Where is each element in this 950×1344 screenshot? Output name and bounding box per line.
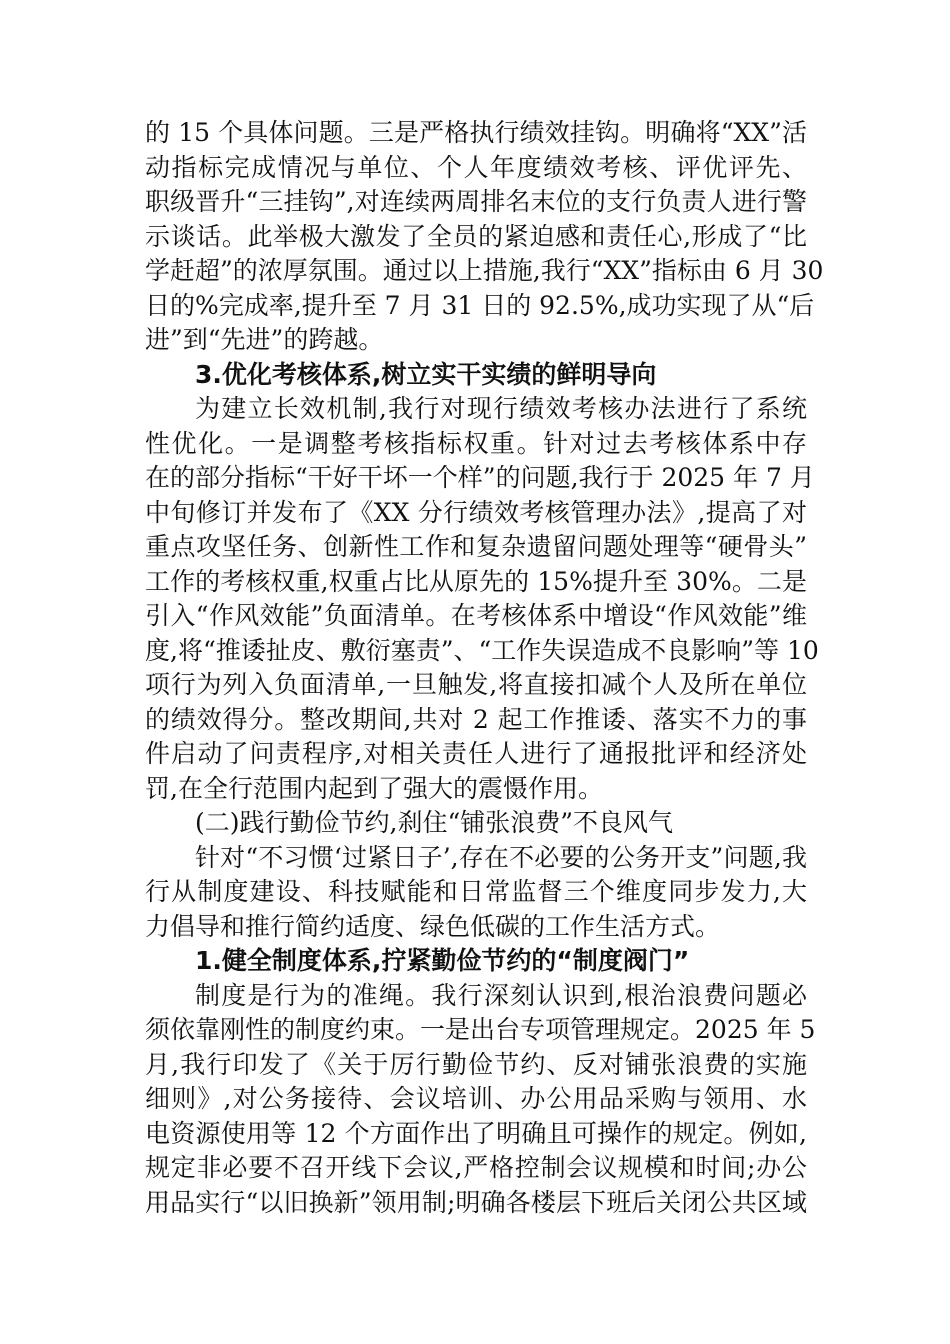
body-text-line: 件启动了问责程序,对相关责任人进行了通报批评和经济处 <box>145 739 807 768</box>
body-text-line: 引入“作风效能”负面清单。在考核体系中增设“作风效能”维 <box>145 601 807 630</box>
body-text-line: 重点攻坚任务、创新性工作和复杂遗留问题处理等“硬骨头” <box>145 532 807 561</box>
body-text-line: 规定非必要不召开线下会议,严格控制会议规模和时间;办公 <box>145 1153 807 1182</box>
body-text-line: 行从制度建设、科技赋能和日常监督三个维度同步发力,大 <box>145 877 807 906</box>
body-text-line: 的绩效得分。整改期间,共对 2 起工作推诿、落实不力的事 <box>145 704 807 734</box>
body-text-line: 月,我行印发了《关于厉行勤俭节约、反对铺张浪费的实施 <box>145 1049 807 1079</box>
body-text-line: 进”到“先进”的跨越。 <box>145 325 384 354</box>
body-text-line: 性优化。一是调整考核指标权重。针对过去考核体系中存 <box>145 428 807 458</box>
body-text-line: 在的部分指标“干好干坏一个样”的问题,我行于 2025 年 7 月 <box>145 463 815 492</box>
body-text-line: 须依靠刚性的制度约束。一是出台专项管理规定。2025 年 5 <box>145 1015 816 1044</box>
body-text-line: 针对“不习惯‘过紧日子’,存在不必要的公务开支”问题,我 <box>195 842 807 872</box>
body-text-line: 项行为列入负面清单,一旦触发,将直接扣减个人及所在单位 <box>145 670 807 699</box>
body-text-line: 示谈话。此举极大激发了全员的紧迫感和责任心,形成了“比 <box>145 221 807 251</box>
body-text-line: 罚,在全行范围内起到了强大的震慑作用。 <box>145 773 603 803</box>
body-text-line: (二)践行勤俭节约,刹住“铺张浪费”不良风气 <box>195 808 674 837</box>
body-text-line: 度,将“推诿扯皮、敷衍塞责”、“工作失误造成不良影响”等 10 <box>145 635 819 665</box>
body-text-line: 职级晋升“三挂钩”,对连续两周排名末位的支行负责人进行警 <box>145 187 807 216</box>
body-text-line: 细则》,对公务接待、会议培训、办公用品采购与领用、水 <box>145 1084 807 1113</box>
document-page <box>145 116 824 1220</box>
body-text-line: 用品实行“以旧换新”领用制;明确各楼层下班后关闭公共区域 <box>145 1187 807 1217</box>
body-text-line: 的 15 个具体问题。三是严格执行绩效挂钩。明确将“XX”活 <box>145 118 807 147</box>
body-text-line: 学赶超”的浓厚氛围。通过以上措施,我行“XX”指标由 6 月 30 <box>145 256 824 285</box>
body-text-line: 力倡导和推行简约适度、绿色低碳的工作生活方式。 <box>145 911 721 941</box>
body-text-line: 制度是行为的准绳。我行深刻认识到,根治浪费问题必 <box>195 980 807 1010</box>
section-heading: 3.优化考核体系,树立实干实绩的鲜明导向 <box>195 359 657 389</box>
body-text-line: 动指标完成情况与单位、个人年度绩效考核、评优评先、 <box>145 152 807 182</box>
body-text-line: 中旬修订并发布了《XX 分行绩效考核管理办法》,提高了对 <box>145 497 807 527</box>
body-text-line: 为建立长效机制,我行对现行绩效考核办法进行了系统 <box>195 394 807 423</box>
body-text-line: 日的%完成率,提升至 7 月 31 日的 92.5%,成功实现了从“后 <box>145 290 815 320</box>
section-heading: 1.健全制度体系,拧紧勤俭节约的“制度阀门” <box>195 946 690 975</box>
body-text-line: 电资源使用等 12 个方面作出了明确且可操作的规定。例如, <box>145 1118 807 1148</box>
body-text-line: 工作的考核权重,权重占比从原先的 15%提升至 30%。二是 <box>145 566 807 596</box>
